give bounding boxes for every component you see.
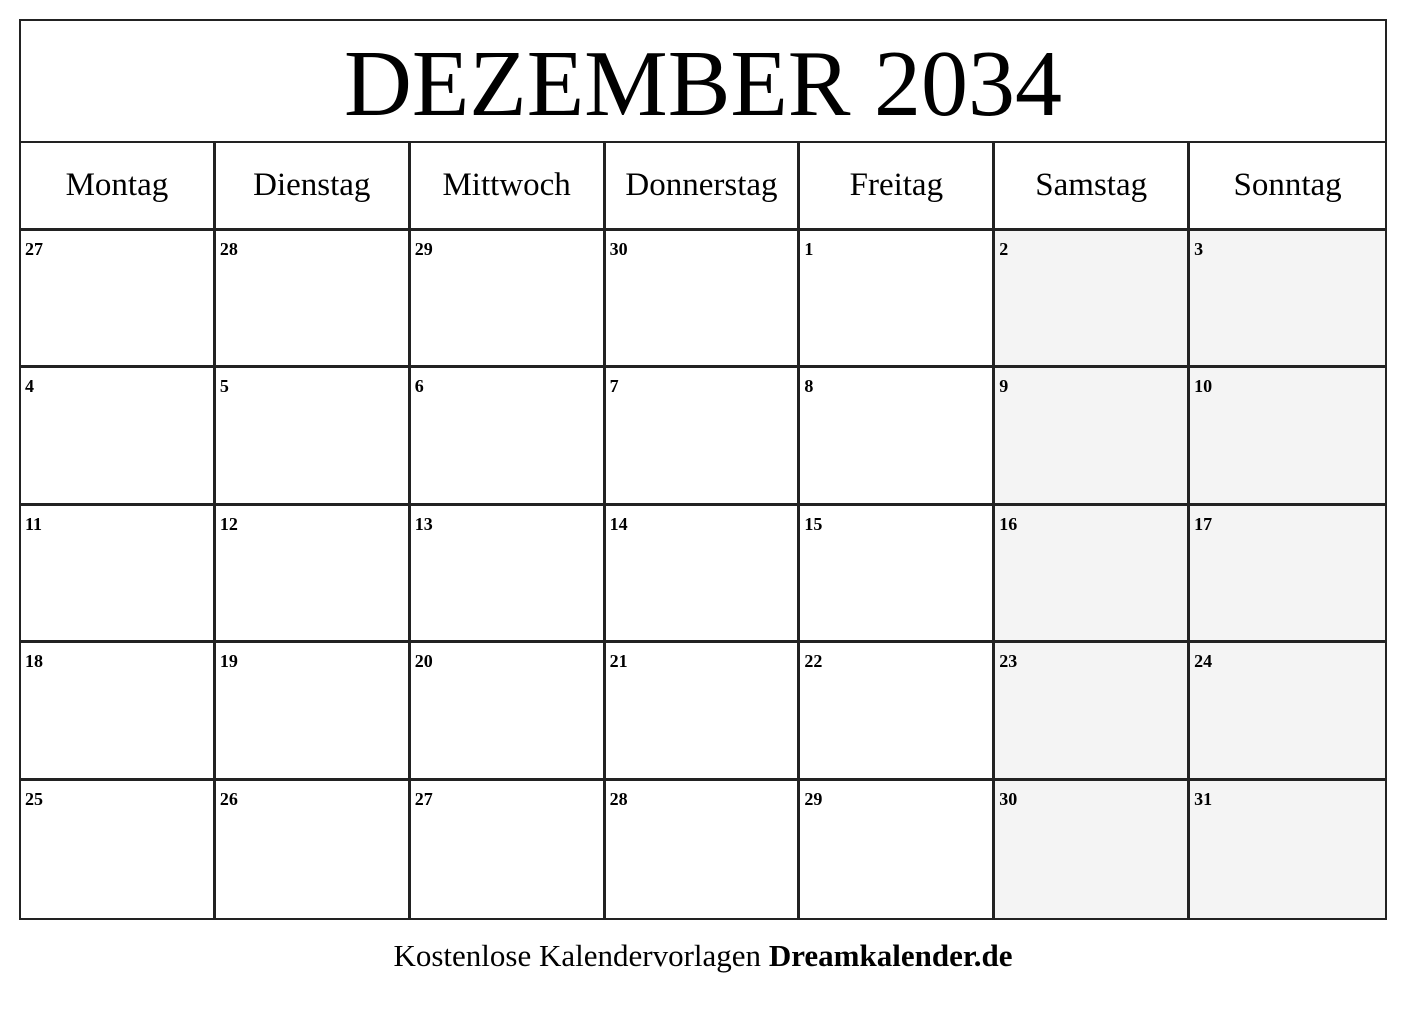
day-number: 30	[999, 788, 1018, 809]
day-cell	[411, 781, 606, 918]
day-number: 29	[804, 788, 823, 809]
day-number: 27	[414, 788, 433, 809]
day-number: 6	[414, 376, 424, 397]
day-number: 15	[804, 513, 823, 534]
day-number: 16	[999, 513, 1018, 534]
day-cell	[216, 368, 411, 505]
day-cell	[606, 506, 801, 643]
footer-text: Kostenlose Kalendervorlagen	[393, 938, 769, 973]
day-number: 18	[25, 651, 43, 672]
day-number: 25	[25, 788, 43, 809]
day-number: 28	[609, 788, 628, 809]
day-number: 11	[25, 513, 43, 534]
day-cell-weekend	[1190, 781, 1385, 918]
day-number: 31	[1194, 788, 1213, 809]
day-cell-weekend	[995, 781, 1190, 918]
calendar-title: DEZEMBER 2034	[21, 21, 1385, 143]
day-number: 26	[219, 788, 238, 809]
day-number: 23	[999, 651, 1018, 672]
day-number: 10	[1194, 376, 1213, 397]
day-cell	[216, 781, 411, 918]
day-cell-weekend	[995, 368, 1190, 505]
day-cell-weekend	[995, 231, 1190, 368]
day-number: 24	[1194, 651, 1213, 672]
day-cell	[606, 781, 801, 918]
day-cell	[411, 368, 606, 505]
day-cell	[21, 506, 216, 643]
day-cell	[800, 643, 995, 780]
day-number: 19	[219, 651, 238, 672]
weekday-wednesday: Mittwoch	[411, 143, 606, 231]
day-number: 13	[414, 513, 433, 534]
day-number: 4	[25, 376, 34, 397]
weekday-sunday: Sonntag	[1190, 143, 1385, 231]
day-cell	[21, 781, 216, 918]
weekday-thursday: Donnerstag	[606, 143, 801, 231]
day-number: 1	[804, 239, 814, 259]
calendar-grid	[21, 143, 1385, 918]
day-number: 3	[1194, 239, 1204, 259]
day-number: 28	[219, 239, 238, 259]
day-cell	[606, 643, 801, 780]
day-number: 14	[609, 513, 628, 534]
day-cell-weekend	[995, 643, 1190, 780]
day-number: 8	[804, 376, 814, 397]
day-cell-weekend	[1190, 643, 1385, 780]
day-number: 30	[609, 239, 628, 259]
day-cell	[800, 781, 995, 918]
day-cell	[800, 506, 995, 643]
day-cell	[411, 231, 606, 368]
day-cell	[606, 368, 801, 505]
day-cell	[606, 231, 801, 368]
day-number: 27	[25, 239, 43, 259]
day-number: 9	[999, 376, 1009, 397]
day-number: 22	[804, 651, 823, 672]
day-number: 2	[999, 239, 1009, 259]
day-cell	[216, 643, 411, 780]
weekday-saturday: Samstag	[995, 143, 1190, 231]
day-cell	[21, 368, 216, 505]
day-cell	[411, 643, 606, 780]
day-cell	[21, 643, 216, 780]
weekday-tuesday: Dienstag	[216, 143, 411, 231]
day-number: 5	[219, 376, 229, 397]
day-cell-weekend	[1190, 506, 1385, 643]
footer	[0, 938, 1406, 974]
day-cell	[216, 231, 411, 368]
day-number: 17	[1194, 513, 1213, 534]
day-cell	[411, 506, 606, 643]
day-cell-weekend	[1190, 231, 1385, 368]
day-cell	[216, 506, 411, 643]
day-cell-weekend	[1190, 368, 1385, 505]
day-cell	[800, 231, 995, 368]
calendar	[19, 19, 1387, 920]
day-number: 21	[609, 651, 628, 672]
footer-brand: Dreamkalender.de	[768, 938, 1013, 973]
day-cell	[800, 368, 995, 505]
day-number: 12	[219, 513, 238, 534]
weekday-monday: Montag	[21, 143, 216, 231]
day-cell-weekend	[995, 506, 1190, 643]
day-number: 20	[414, 651, 433, 672]
day-cell	[21, 231, 216, 368]
day-number: 29	[414, 239, 433, 259]
weekday-friday: Freitag	[800, 143, 995, 231]
day-number: 7	[609, 376, 619, 397]
